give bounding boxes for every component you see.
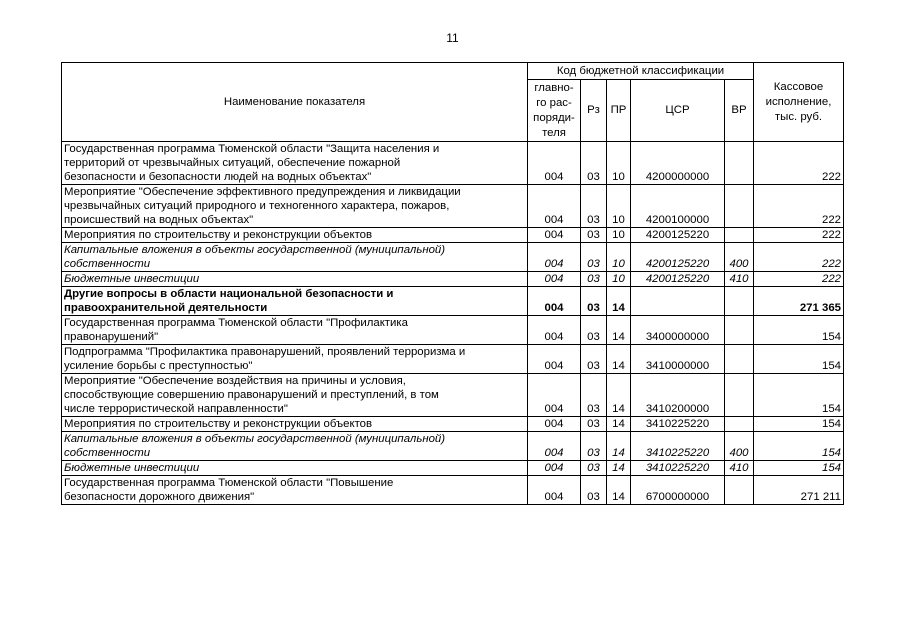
cell-name-line: чрезвычайных ситуаций природного и техногенного характера, пожаров,: [64, 200, 450, 212]
cell-rz: 03: [581, 272, 607, 287]
table-row: [62, 185, 844, 228]
cell-name-line: правонарушений": [64, 331, 159, 343]
cell-vr: [725, 374, 754, 417]
cell-chief-administrator: 004: [528, 243, 581, 272]
cell-name: [62, 228, 528, 243]
cell-vr: 410: [725, 272, 754, 287]
cell-name: [62, 374, 528, 417]
cell-name-line: усиление борьбы с преступностью": [64, 360, 253, 372]
cell-amount: 222: [754, 185, 844, 228]
cell-rz: 03: [581, 476, 607, 505]
cell-chief-administrator: 004: [528, 345, 581, 374]
cell-pr: 14: [607, 345, 631, 374]
cell-pr: 10: [607, 272, 631, 287]
cell-amount: 222: [754, 228, 844, 243]
table-row: [62, 228, 844, 243]
cell-rz: 03: [581, 142, 607, 185]
table-row: [62, 316, 844, 345]
cell-name-line: Мероприятие "Обеспечение эффективного предупреждения и ликвидации: [64, 186, 461, 198]
cell-csr: 4200125220: [631, 272, 725, 287]
cell-name-line: безопасности и безопасности людей на водных объектах": [64, 171, 372, 183]
cell-rz: 03: [581, 228, 607, 243]
cell-amount: 154: [754, 345, 844, 374]
cell-rz: 03: [581, 374, 607, 417]
table-row: [62, 287, 844, 316]
header-rz: Рз: [581, 80, 607, 142]
cell-amount: 271 211: [754, 476, 844, 505]
table-row: [62, 476, 844, 505]
header-line: теля: [542, 126, 566, 139]
cell-name: [62, 316, 528, 345]
cell-amount: 154: [754, 316, 844, 345]
cell-name: [62, 287, 528, 316]
page-number: 11: [446, 31, 459, 45]
cell-chief-administrator: 004: [528, 142, 581, 185]
cell-amount: 222: [754, 142, 844, 185]
cell-name-line: Мероприятия по строительству и реконструкции объектов: [64, 229, 373, 241]
table-row: [62, 461, 844, 476]
table-row: [62, 345, 844, 374]
cell-name-line: Подпрограмма "Профилактика правонарушений, проявлений терроризма и: [64, 346, 466, 358]
header-line: Кассовое: [773, 80, 824, 93]
table-row: [62, 432, 844, 461]
cell-pr: 14: [607, 432, 631, 461]
cell-name: [62, 476, 528, 505]
cell-chief-administrator: 004: [528, 287, 581, 316]
cell-vr: 410: [725, 461, 754, 476]
cell-amount: 154: [754, 432, 844, 461]
cell-csr: 4200100000: [631, 185, 725, 228]
cell-rz: 03: [581, 243, 607, 272]
cell-csr: 3410225220: [631, 432, 725, 461]
cell-vr: [725, 316, 754, 345]
cell-vr: [725, 287, 754, 316]
cell-csr: 4200000000: [631, 142, 725, 185]
header-line: поряди-: [533, 111, 575, 124]
cell-rz: 03: [581, 185, 607, 228]
table-row: [62, 142, 844, 185]
header-csr: ЦСР: [631, 80, 725, 142]
cell-csr: 3410225220: [631, 461, 725, 476]
header-chief-administrator: [528, 80, 581, 142]
cell-name-line: Бюджетные инвестиции: [64, 273, 200, 285]
cell-csr: 4200125220: [631, 243, 725, 272]
cell-chief-administrator: 004: [528, 228, 581, 243]
header-line: исполнение,: [765, 95, 832, 108]
header-pr: ПР: [607, 80, 631, 142]
table-row: [62, 417, 844, 432]
cell-csr: [631, 287, 725, 316]
cell-pr: 14: [607, 476, 631, 505]
cell-pr: 14: [607, 287, 631, 316]
table-row: [62, 243, 844, 272]
cell-rz: 03: [581, 345, 607, 374]
cell-amount: 222: [754, 272, 844, 287]
cell-csr: 3410225220: [631, 417, 725, 432]
cell-name-line: правоохранительной деятельности: [64, 302, 268, 314]
header-vr: ВР: [725, 80, 754, 142]
cell-chief-administrator: 004: [528, 432, 581, 461]
cell-pr: 14: [607, 417, 631, 432]
cell-pr: 14: [607, 461, 631, 476]
cell-vr: 400: [725, 243, 754, 272]
cell-chief-administrator: 004: [528, 185, 581, 228]
cell-name: [62, 243, 528, 272]
cell-amount: 222: [754, 243, 844, 272]
cell-amount: 154: [754, 417, 844, 432]
header-amount: [754, 63, 844, 142]
cell-name-line: Капитальные вложения в объекты государственной (муниципальной): [64, 433, 446, 445]
header-line: главно-: [534, 81, 574, 94]
cell-amount: 154: [754, 374, 844, 417]
cell-rz: 03: [581, 316, 607, 345]
cell-chief-administrator: 004: [528, 417, 581, 432]
cell-vr: [725, 476, 754, 505]
cell-name: [62, 185, 528, 228]
cell-vr: [725, 345, 754, 374]
header-line: го рас-: [536, 96, 572, 109]
cell-vr: [725, 142, 754, 185]
cell-name-line: Бюджетные инвестиции: [64, 462, 200, 474]
header-name: Наименование показателя: [62, 63, 528, 142]
cell-name-line: собственности: [64, 258, 151, 270]
cell-vr: [725, 228, 754, 243]
cell-chief-administrator: 004: [528, 461, 581, 476]
cell-csr: 3400000000: [631, 316, 725, 345]
cell-name-line: Государственная программа Тюменской области "Защита населения и: [64, 143, 440, 155]
cell-amount: 154: [754, 461, 844, 476]
cell-rz: 03: [581, 461, 607, 476]
cell-pr: 10: [607, 243, 631, 272]
cell-vr: [725, 417, 754, 432]
cell-name: [62, 432, 528, 461]
cell-name-line: территорий от чрезвычайных ситуаций, обеспечение пожарной: [64, 157, 401, 169]
cell-pr: 10: [607, 185, 631, 228]
cell-name: [62, 272, 528, 287]
cell-chief-administrator: 004: [528, 316, 581, 345]
cell-csr: 3410000000: [631, 345, 725, 374]
budget-table: [61, 62, 844, 505]
cell-name-line: Мероприятия по строительству и реконструкции объектов: [64, 418, 373, 430]
cell-name: [62, 345, 528, 374]
cell-name-line: числе террористической направленности": [64, 403, 288, 415]
table-row: [62, 374, 844, 417]
cell-vr: 400: [725, 432, 754, 461]
cell-rz: 03: [581, 432, 607, 461]
cell-name-line: собственности: [64, 447, 151, 459]
cell-csr: 3410200000: [631, 374, 725, 417]
cell-chief-administrator: 004: [528, 272, 581, 287]
cell-vr: [725, 185, 754, 228]
cell-chief-administrator: 004: [528, 374, 581, 417]
cell-rz: 03: [581, 417, 607, 432]
cell-name-line: происшествий на водных объектах": [64, 214, 254, 226]
header-line: тыс. руб.: [774, 110, 823, 123]
cell-pr: 14: [607, 374, 631, 417]
cell-csr: 6700000000: [631, 476, 725, 505]
cell-name-line: способствующие совершению правонарушений и преступлений, в том: [64, 389, 439, 401]
table-row: [62, 272, 844, 287]
cell-name: [62, 142, 528, 185]
header-classification-group: Код бюджетной классификации: [528, 63, 754, 80]
cell-pr: 10: [607, 228, 631, 243]
cell-pr: 14: [607, 316, 631, 345]
cell-name: [62, 461, 528, 476]
table-header: [62, 63, 844, 142]
cell-csr: 4200125220: [631, 228, 725, 243]
cell-name: [62, 417, 528, 432]
cell-rz: 03: [581, 287, 607, 316]
cell-chief-administrator: 004: [528, 476, 581, 505]
cell-pr: 10: [607, 142, 631, 185]
cell-name-line: Государственная программа Тюменской области "Профилактика: [64, 317, 408, 329]
cell-name-line: Другие вопросы в области национальной безопасности и: [64, 288, 394, 300]
cell-name-line: безопасности дорожного движения": [64, 491, 255, 503]
cell-name-line: Государственная программа Тюменской области "Повышение: [64, 477, 394, 489]
cell-name-line: Мероприятие "Обеспечение воздействия на причины и условия,: [64, 375, 406, 387]
cell-name-line: Капитальные вложения в объекты государственной (муниципальной): [64, 244, 446, 256]
table-body: [62, 142, 844, 505]
cell-amount: 271 365: [754, 287, 844, 316]
